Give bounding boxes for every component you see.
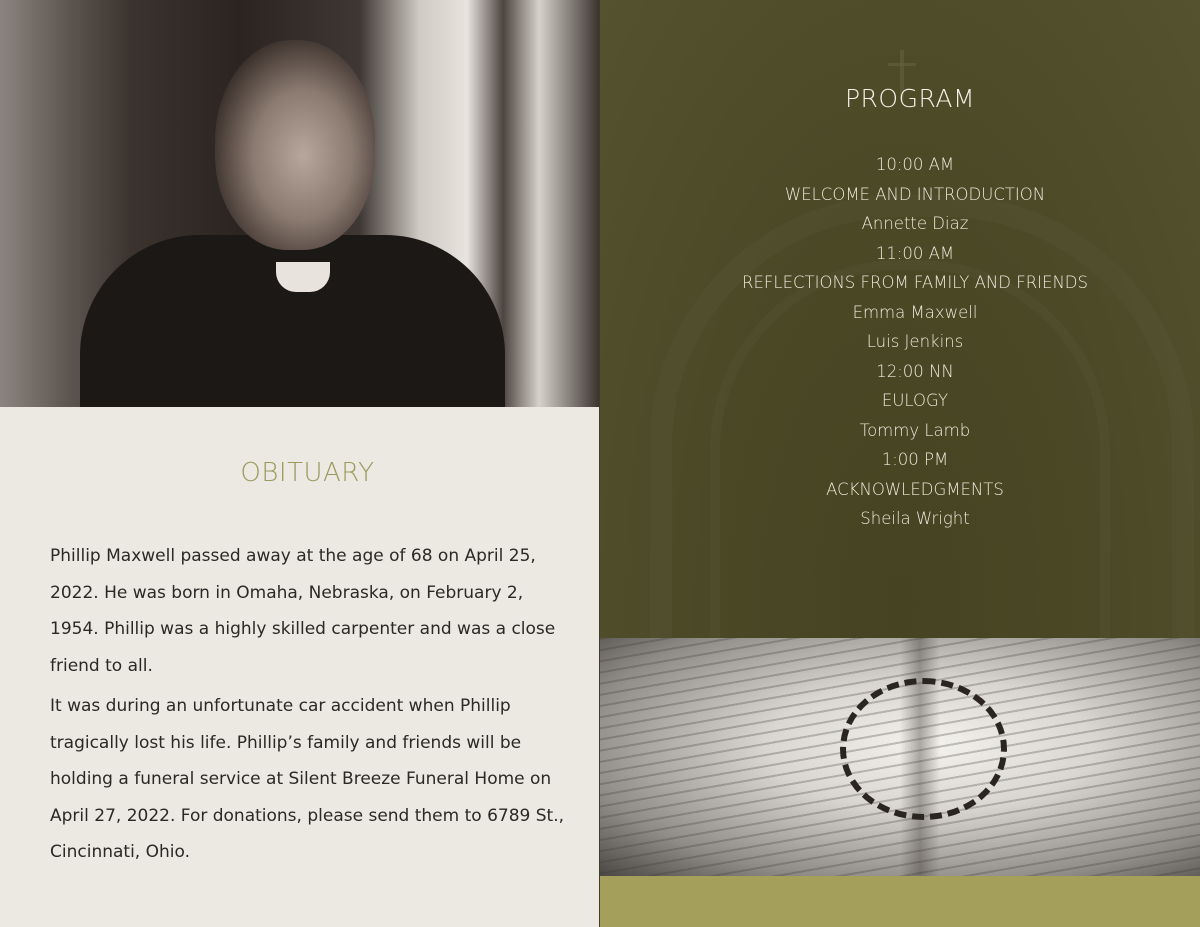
program-title: PROGRAM [844, 84, 976, 113]
portrait-figure-head [215, 40, 375, 250]
program-speaker: Tommy Lamb [859, 420, 971, 440]
obituary-paragraph-2: It was during an unfortunate car accident when Phillip tragically lost his life. Phillip’s family and friends will be holding a funeral service at Silent Breeze Funeral Home on April 27, 2022. For donations, please send them to 6789 St., Cincinnati, Ohio. [50, 696, 565, 862]
cross-icon-bar [888, 63, 916, 66]
program-background [600, 0, 1200, 638]
portrait-photo [0, 0, 599, 407]
program-time: 12:00 NN [876, 361, 954, 381]
program-list [600, 150, 1200, 534]
program-speaker: Emma Maxwell [852, 302, 978, 322]
obituary-panel [0, 0, 599, 927]
obituary-paragraph-1: Phillip Maxwell passed away at the age of 68 on April 25, 2022. He was born in Omaha, Nebraska, on February 2, 1954. Phillip was a highly skilled carpenter and was a close friend to all. [50, 546, 556, 676]
program-time: 1:00 PM [881, 450, 949, 469]
crown-of-thorns-icon [840, 678, 1007, 820]
program-speaker: Annette Diaz [861, 214, 969, 233]
bible-photo [600, 638, 1200, 876]
program-event: EULOGY [881, 391, 949, 410]
program-event: WELCOME AND INTRODUCTION [784, 184, 1046, 204]
program-event: REFLECTIONS FROM FAMILY AND FRIENDS [742, 273, 1088, 292]
program-speaker: Luis Jenkins [866, 332, 964, 351]
program-time: 10:00 AM [875, 155, 955, 174]
footer-color-band [600, 876, 1200, 927]
program-time: 11:00 AM [875, 243, 955, 263]
portrait-figure-body [80, 235, 505, 407]
obituary-title: OBITUARY [240, 458, 375, 488]
program-panel [599, 0, 1200, 927]
program-event: ACKNOWLEDGMENTS [826, 479, 1004, 499]
program-speaker: Sheila Wright [860, 509, 970, 528]
clerical-collar [276, 262, 330, 292]
